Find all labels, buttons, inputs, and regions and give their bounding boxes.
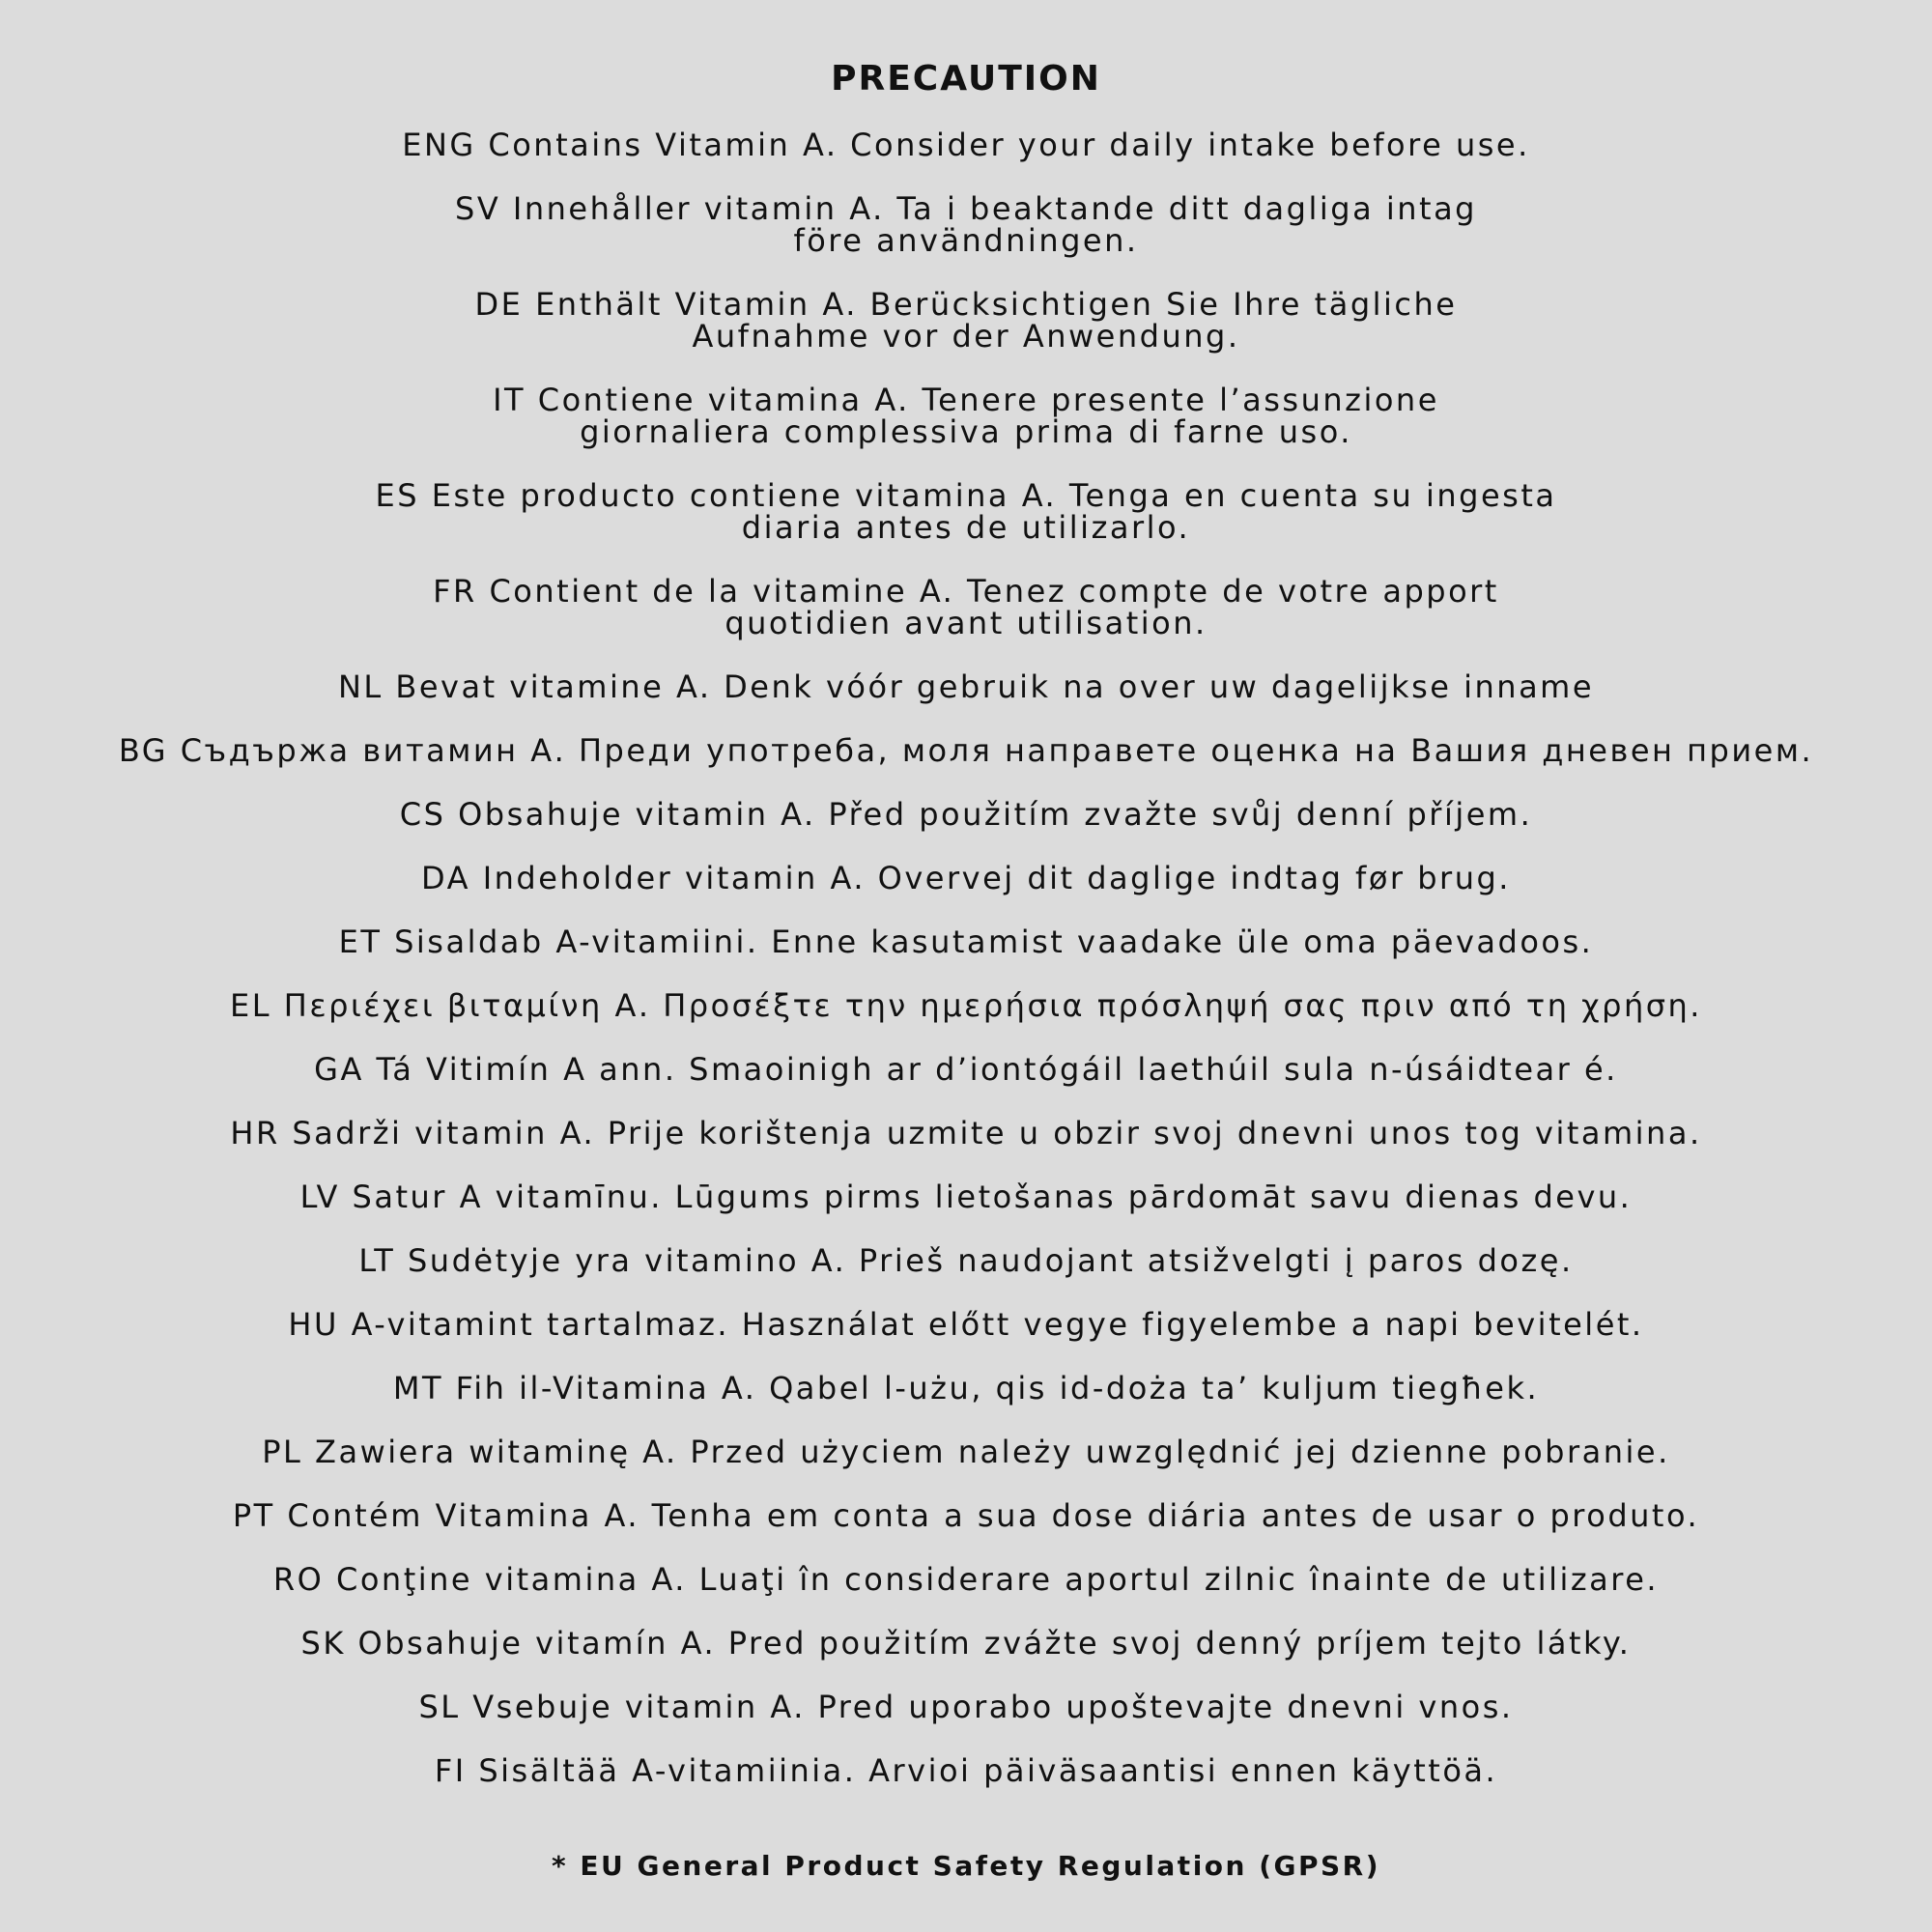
warning-line: GA Tá Vitimín A ann. Smaoinigh ar d’iontógáil laethúil sula n-úsáidtear é.	[314, 1051, 1618, 1088]
warning-line: BG Съдържа витамин А. Преди употреба, моля направете оценка на Вашия дневен прием.	[118, 732, 1814, 769]
warning-line: Aufnahme vor der Anwendung.	[692, 318, 1240, 355]
warning-line: PT Contém Vitamina A. Tenha em conta a sua dose diária antes de usar o produto.	[232, 1497, 1700, 1534]
warning-line: diaria antes de utilizarlo.	[741, 509, 1191, 546]
warning-bg	[0, 732, 1932, 769]
warning-fi	[0, 1752, 1932, 1789]
warning-line: FR Contient de la vitamine A. Tenez compte de votre apport	[433, 573, 1499, 610]
warning-hu	[0, 1306, 1932, 1343]
page-title: PRECAUTION	[831, 59, 1101, 99]
warning-line: PL Zawiera witaminę A. Przed użyciem należy uwzględnić jej dzienne pobranie.	[262, 1434, 1670, 1470]
warning-da	[0, 860, 1932, 896]
regulation-footnote: * EU General Product Safety Regulation (GPSR)	[551, 1850, 1381, 1882]
warning-sv	[0, 190, 1932, 259]
warning-line: FI Sisältää A-vitamiinia. Arvioi päiväsaantisi ennen käyttöä.	[434, 1752, 1498, 1789]
warning-line: ENG Contains Vitamin A. Consider your daily intake before use.	[402, 127, 1530, 163]
warning-line: SK Obsahuje vitamín A. Pred použitím zvážte svoj denný príjem tejto látky.	[300, 1625, 1632, 1662]
warning-line: EL Περιέχει βιταμίνη Α. Προσέξτε την ημερήσια πρόσληψή σας πριν από τη χρήση.	[230, 987, 1702, 1024]
warning-mt	[0, 1370, 1932, 1406]
warning-line: giornaliera complessiva prima di farne uso.	[580, 413, 1352, 450]
warning-nl	[0, 668, 1932, 705]
warning-lv	[0, 1181, 1932, 1213]
warning-cs	[0, 796, 1932, 833]
warning-line: SV Innehåller vitamin A. Ta i beaktande ditt dagliga intag	[455, 190, 1477, 227]
warning-line: CS Obsahuje vitamin A. Před použitím zvažte svůj denní příjem.	[399, 796, 1533, 833]
warning-de	[0, 286, 1932, 355]
warning-line: SL Vsebuje vitamin A. Pred uporabo upoštevajte dnevni vnos.	[418, 1689, 1514, 1725]
warning-ga	[0, 1051, 1932, 1088]
warning-line: IT Contiene vitamina A. Tenere presente l’assunzione	[493, 382, 1439, 418]
warning-pl	[0, 1436, 1932, 1468]
warning-list	[0, 129, 1932, 1819]
warning-ro	[0, 1561, 1932, 1598]
warning-el	[0, 987, 1932, 1024]
warning-eng	[0, 129, 1932, 161]
warning-line: ES Este producto contiene vitamina A. Tenga en cuenta su ingesta	[375, 477, 1557, 514]
warning-line: LV Satur A vitamīnu. Lūgums pirms lietošanas pārdomāt savu dienas devu.	[299, 1179, 1633, 1215]
warning-line: NL Bevat vitamine A. Denk vóór gebruik na over uw dagelijkse inname	[337, 668, 1595, 705]
warning-line: MT Fih il-Vitamina A. Qabel l-użu, qis id-doża ta’ kuljum tiegħek.	[392, 1370, 1540, 1406]
warning-es	[0, 477, 1932, 546]
warning-fr	[0, 573, 1932, 641]
warning-line: HR Sadrži vitamin A. Prije korištenja uzmite u obzir svoj dnevni unos tog vitamina.	[230, 1115, 1702, 1151]
warning-lt	[0, 1242, 1932, 1279]
warning-hr	[0, 1115, 1932, 1151]
warning-line: DE Enthält Vitamin A. Berücksichtigen Sie Ihre tägliche	[474, 286, 1458, 323]
warning-et	[0, 923, 1932, 960]
warning-line: HU A-vitamint tartalmaz. Használat előtt vegye figyelembe a napi bevitelét.	[288, 1306, 1644, 1343]
warning-pt	[0, 1497, 1932, 1534]
warning-line: ET Sisaldab A-vitamiini. Enne kasutamist vaadake üle oma päevadoos.	[338, 923, 1594, 960]
warning-line: LT Sudėtyje yra vitamino A. Prieš naudojant atsižvelgti į paros dozę.	[358, 1242, 1574, 1279]
warning-line: DA Indeholder vitamin A. Overvej dit daglige indtag før brug.	[421, 860, 1511, 896]
warning-sk	[0, 1625, 1932, 1662]
warning-line: quotidien avant utilisation.	[724, 605, 1208, 641]
warning-it	[0, 384, 1932, 448]
warning-sl	[0, 1691, 1932, 1723]
warning-line: RO Conţine vitamina A. Luaţi în considerare aportul zilnic înainte de utilizare.	[272, 1561, 1660, 1598]
warning-line: före användningen.	[793, 222, 1139, 259]
